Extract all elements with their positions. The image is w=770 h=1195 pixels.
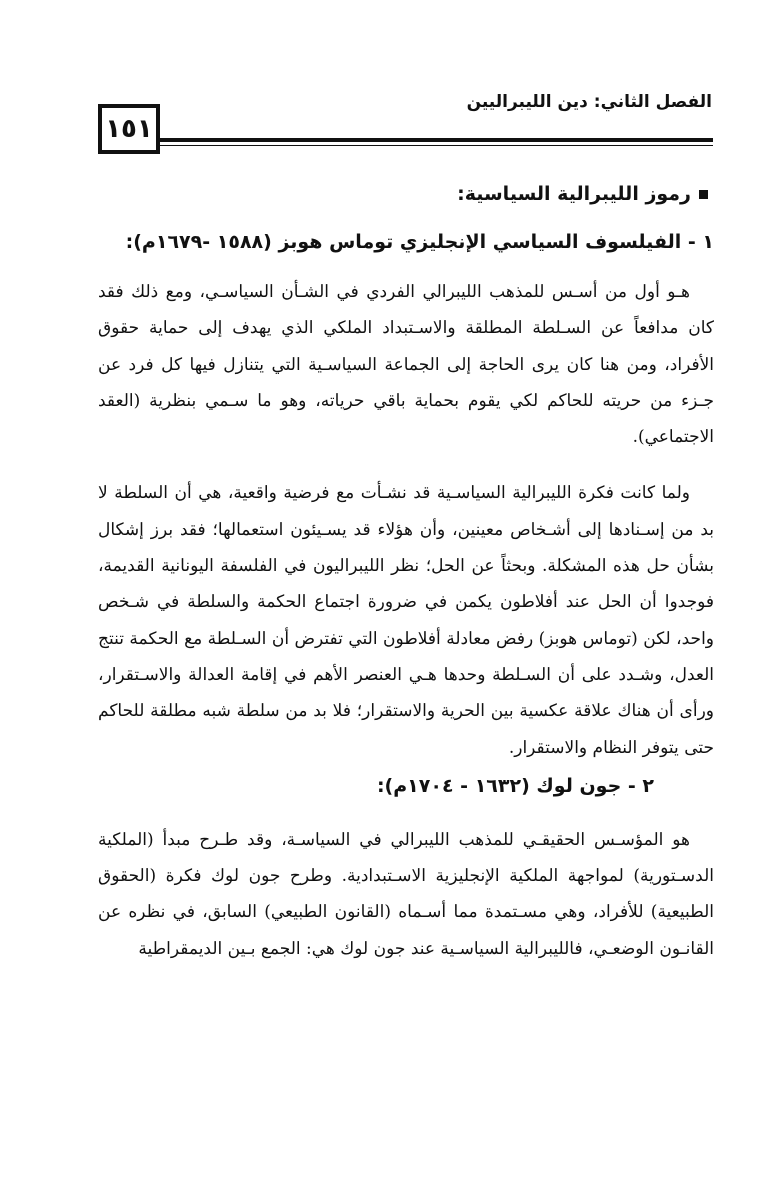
section-heading-text: رموز الليبرالية السياسية: (457, 183, 691, 205)
paragraph: ولما كانت فكرة الليبرالية السياسـية قد نشـأت مع فرضية واقعية، هي أن السلطة لا بد من إسـنادها إلى أشـخاص معينين، وأن هؤلاء قد يسـيئون استعمالها؛ فقد برز إشكال بشأن حل هذه المشكلة. وبحثاً عن الحل؛ نظر الليبراليون في الفلسفة اليونانية القديمة، فوجدوا أن الحل عند أفلاطون يكمن في ضرورة اجتماع الحكمة والسلطة في شـخص واحد، لكن (توماس هوبز) رفض معادلة أفلاطون التي تفترض أن السـلطة مع الحكمة تنتج العدل، وشـدد على أن السـلطة وحدها هـي العنصر الأهم في إقامة العدالة والاسـتقرار، ورأى أن هناك علاقة عكسية بين الحرية والاستقرار؛ فلا بد من سلطة شبه مطلقة للحاكم حتى يتوفر النظام والاستقرار. (98, 483, 714, 758)
subsection-heading-locke: ٢ - جون لوك (١٦٣٢ - ١٧٠٤م): (376, 774, 654, 797)
section-heading (98, 172, 708, 216)
header-rule-thin (160, 145, 713, 146)
header-rule-thick (160, 138, 713, 142)
paragraph: هو المؤسـس الحقيقـي للمذهب الليبرالي في السياسـة، وقد طـرح مبدأ (الملكية الدسـتورية) لمواجهة الملكية الإنجليزية الاسـتبدادية. وطرح جون لوك فكرة (الحقوق الطبيعية) للأفراد، وهي مسـتمدة مما أسـماه (القانون الطبيعي) السابق، في نظره عن القانـون الوضعـي، فالليبرالية السياسـية عند جون لوك هي: الجمع بـين الديمقراطية (98, 829, 714, 959)
page-content (98, 172, 714, 967)
page-number: ١٥١ (105, 114, 153, 144)
page-number-box (98, 104, 160, 154)
subsection-heading-hobbes: ١ - الفيلسوف السياسي الإنجليزي توماس هوبز (١٥٨٨ -١٦٧٩م): (125, 231, 714, 253)
bullet-square-icon (699, 190, 708, 199)
paragraph: هـو أول من أسـس للمذهب الليبرالي الفردي في الشـأن السياسـي، ومع ذلك فقد كان مدافعاً عن السـلطة المطلقة والاسـتبداد الملكي الذي يهدف إلى حماية حقوق الأفراد، ومن هنا كان يرى الحاجة إلى الجماعة السياسـية التي يتنازل فيها كل فرد عن جـزء من حريته للحاكم لكي يقوم بحماية باقي حرياته، وهو ما سـمي بنظرية (العقد الاجتماعي). (98, 282, 714, 448)
running-title: الفصل الثاني: دين الليبراليين (466, 92, 712, 112)
